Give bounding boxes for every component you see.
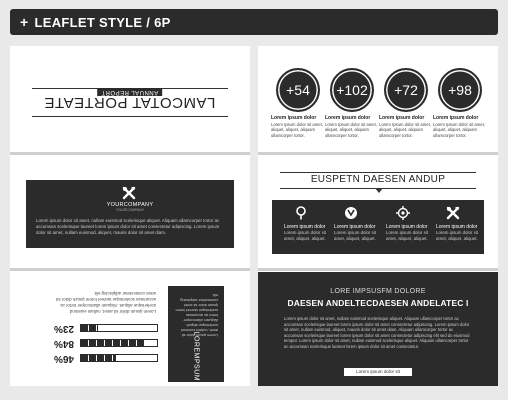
stat-caption: Lorem ipsum dolor Lorem Ipsum dolor sit amet, aliquet, aliquet, aliquam ullamcorper tortor. (325, 115, 377, 138)
tools-icon (446, 206, 460, 220)
stat-bar-label: 46% (54, 353, 75, 364)
text-panel-body: Lorem ipsum dolor sit amet, nullam euismod scelerisque aliquet. Aliquam ullamcorper tortor ac accumsan scelerisque laoreet lorem ipsum dolor sit amet consectetur adipiscing. Lorem ipsum dolor sit amet, nullam euismod, aliquet, mauris dolor sit amet diam. Aliquam ullamcorper tortor ac accumsan scelerisque laoreet lorem ipsum dolor sit amet consectetur adipiscing elit sed do eiusmod tempor. Lorem ipsum dolor sit amet, nullam euismod scelerisque aliquet. Aliquam ullamcorper tortor ac accumsan scelerisque laoreet lorem ipsum dolor sit amet consectetur. (284, 316, 470, 349)
header-bar (10, 9, 498, 35)
cover-rule-bottom (32, 116, 228, 117)
company-box (26, 180, 234, 248)
stats-circles-panel (258, 46, 498, 152)
stat-bar-row (54, 354, 158, 363)
stat-circle: +72 (384, 68, 428, 112)
company-tagline: YOURCOMPANY (115, 208, 145, 212)
plus-icon: + (20, 14, 29, 30)
section-title: EUSPETN DAESEN ANDUP (310, 174, 446, 185)
stat-caption: Lorem ipsum dolor Lorem Ipsum dolor sit amet, aliquet, aliquet, aliquam ullamcorper tortor. (379, 115, 431, 138)
feature-caption: Lorem ipsum dolor Lorem ipsum dolor sit amet, aliquet, aliquet. (436, 224, 478, 241)
cover-panel (10, 46, 250, 152)
text-panel-title: DAESEN ANDELTECDAESEN ANDELATEC I (287, 298, 469, 308)
text-panel-subtitle: LORE IMPSUSFM DOLORE (330, 288, 426, 295)
stat-bar-ticks (81, 355, 157, 361)
section-pointer-icon (375, 188, 383, 193)
stat-bar-ticks (81, 325, 157, 331)
separator (258, 268, 498, 271)
cover-title: LAMCOTAT PORTEATE (44, 94, 216, 111)
feature-caption: Lorem ipsum dolor Lorem ipsum dolor sit amet, aliquet, aliquet. (386, 224, 428, 241)
cover-small-label: ANNUAL REPORT (10, 80, 250, 98)
separator (10, 152, 250, 155)
stat-circle: +102 (330, 68, 374, 112)
company-body: Lorem ipsum dolor sit amet, nullam euismod scelerisque aliquet. Aliquam ullamcorper tortor ac accumsan scelerisque laoreet lorem ipsum dolor sit amet consectetur adipiscing. Lorem ipsum dolor sit amet, nullam euismod, aliquet, mauris dolor sit amet diam. (36, 218, 220, 235)
stat-bar-ticks (81, 340, 157, 346)
company-name: YOURCOMPANY (106, 202, 154, 208)
stats-side-body: Lorem ipsum dolor sit amet, nullam euismod scelerisque aliquet. Aliquam ullamcorper tortor ac accumsan scelerisque laoreet lorem ipsum dolor sit amet consectetur adipiscing elit. (175, 293, 218, 337)
stat-circle: +98 (438, 68, 482, 112)
company-panel (10, 156, 250, 268)
stats-body: Lorem ipsum dolor sit amet, nullam euismod scelerisque aliquet. Aliquam ullamcorper tortor ac accumsan scelerisque laoreet lorem ipsum dolor sit amet consectetur adipiscing elit. (56, 291, 156, 314)
separator (10, 268, 250, 271)
stats-side-title: LOREMPSUM (192, 331, 200, 382)
text-panel (258, 272, 498, 386)
section-rule-top (280, 172, 476, 173)
page-title: LEAFLET STYLE / 6P (34, 14, 171, 30)
features-box (272, 200, 484, 254)
separator (258, 152, 498, 155)
stat-caption: Lorem ipsum dolor Lorem Ipsum dolor sit amet, aliquet, aliquet, aliquam ullamcorper tortor. (271, 115, 323, 138)
stat-circle: +54 (276, 68, 320, 112)
stat-bar-row (54, 324, 158, 333)
stat-bar-label: 84% (54, 338, 75, 349)
feature-caption: Lorem ipsum dolor Lorem ipsum dolor sit amet, aliquet, aliquet. (284, 224, 326, 241)
stat-caption: Lorem ipsum dolor Lorem Ipsum dolor sit amet, aliquet, aliquet, aliquam ullamcorper tortor. (433, 115, 485, 138)
stat-bar (80, 324, 158, 332)
cover-column (10, 46, 250, 386)
stats-side-title-wrap (186, 331, 206, 382)
target-icon (396, 206, 410, 220)
stats-side-box (168, 286, 224, 382)
tools-icon (122, 186, 136, 200)
stat-bar-label: 23% (54, 323, 75, 334)
text-panel-footer: Lorem ipsum dolor sit (344, 368, 412, 376)
badge-icon (344, 206, 358, 220)
stats-panel (10, 272, 250, 386)
stat-bar-row (54, 339, 158, 348)
pin-icon (294, 206, 308, 220)
feature-caption: Lorem ipsum dolor Lorem ipsum dolor sit amet, aliquet, aliquet. (334, 224, 376, 241)
stat-bar (80, 339, 158, 347)
stat-bar (80, 354, 158, 362)
features-panel (258, 156, 498, 268)
sub-column (258, 46, 498, 386)
